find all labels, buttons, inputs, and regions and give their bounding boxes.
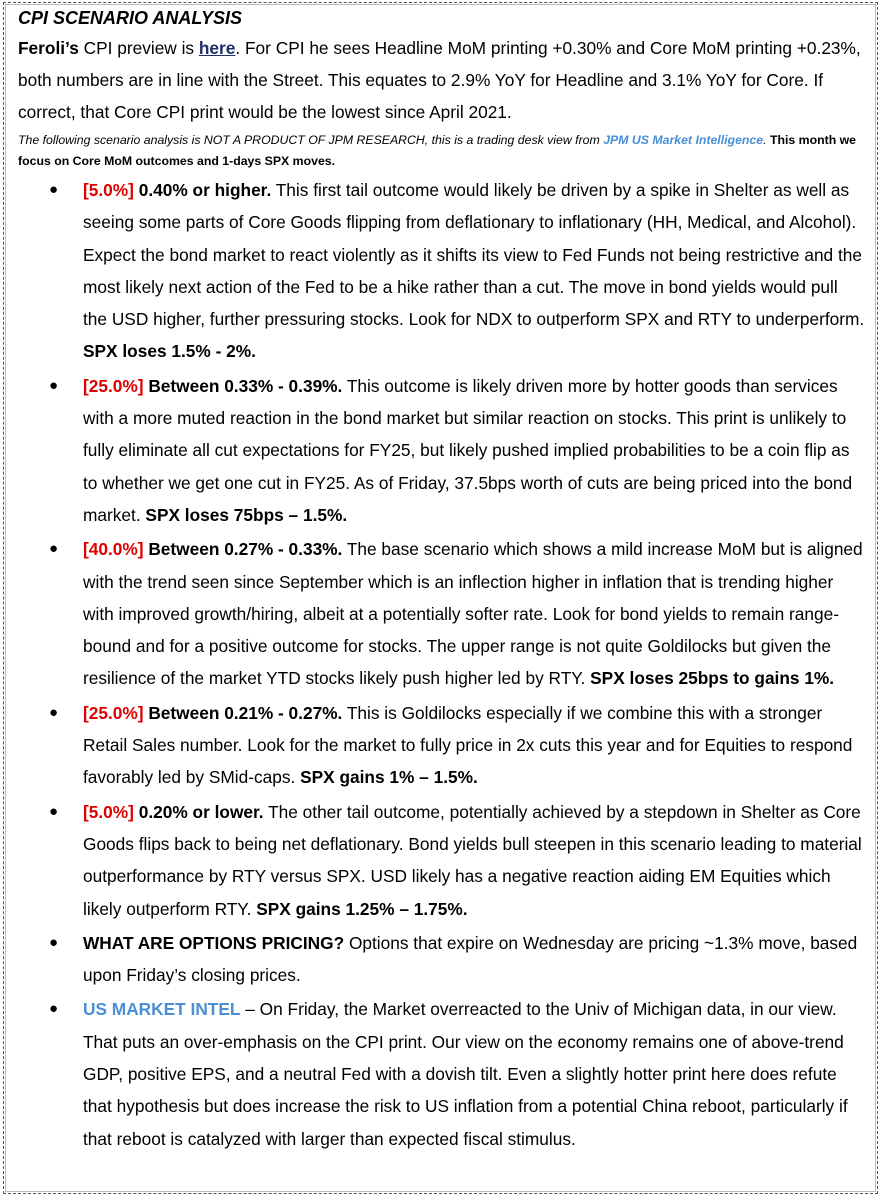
document-body bbox=[18, 6, 866, 1157]
bullet-icon: ● bbox=[49, 802, 59, 820]
cpi-preview-link[interactable]: here bbox=[198, 38, 236, 58]
scenario-range: Between 0.33% - 0.39%. bbox=[148, 375, 343, 396]
scenario-text: The base scenario which shows a mild increase MoM but is aligned with the trend seen since September which is an inflection higher in inflation that is trending higher with improved growth/hiring, albeit at a potentially softer rate. Look for bond yields to remain range-bound and for a positive outcome for stocks. The upper range is not quite Goldilocks but given the resilience of the market YTD stocks likely push higher led by RTY. bbox=[83, 539, 863, 689]
scenario-probability: [25.0%] bbox=[83, 375, 144, 396]
scenario-range: Between 0.27% - 0.33%. bbox=[148, 539, 343, 560]
bullet-icon: ● bbox=[49, 933, 59, 951]
scenario-range: 0.40% or higher. bbox=[138, 180, 272, 200]
bullet-icon: ● bbox=[49, 1000, 59, 1018]
market-intel-item bbox=[18, 993, 866, 1154]
disclaimer-text: The following scenario analysis is NOT A PRODUCT OF JPM RESEARCH, this is a trading desk view from bbox=[18, 133, 604, 147]
scenario-text: This outcome is likely driven more by hotter goods than services with a more muted reaction in the bond market but similar reaction on stocks. This print is unlikely to fully eliminate all cut expectations for FY25, but likely pushed implied probabilities to be a coin flip as to whether we get one cut in FY25. As of Friday, 37.5bps worth of cuts are being priced into the bond market. bbox=[83, 375, 853, 525]
scenario-item-1 bbox=[18, 174, 866, 368]
intro-text-1: CPI preview is bbox=[78, 38, 199, 58]
scenario-probability: [5.0%] bbox=[83, 801, 134, 822]
disclaimer bbox=[18, 130, 866, 172]
market-intel-link[interactable]: US MARKET INTEL bbox=[83, 999, 241, 1020]
scenario-item-2 bbox=[18, 370, 866, 531]
disclaimer-dot: . bbox=[763, 133, 767, 147]
bullet-icon: ● bbox=[49, 540, 59, 558]
scenario-item-3 bbox=[18, 533, 866, 694]
options-question: WHAT ARE OPTIONS PRICING? bbox=[83, 932, 345, 953]
bullet-icon: ● bbox=[49, 376, 59, 394]
scenario-list bbox=[18, 174, 866, 1155]
scenario-item-4 bbox=[18, 697, 866, 794]
scenario-outcome: SPX gains 1% – 1.5%. bbox=[300, 767, 478, 788]
scenario-range: Between 0.21% - 0.27%. bbox=[148, 702, 343, 723]
scenario-probability: [25.0%] bbox=[83, 702, 144, 723]
bullet-icon: ● bbox=[49, 181, 59, 198]
options-text: Options that expire on Wednesday are pricing ~1.3% move, based upon Friday’s closing prices. bbox=[83, 932, 858, 986]
author-name: Feroli’s bbox=[18, 38, 79, 58]
intro-text-2: . For CPI he sees Headline MoM printing +0.30% and Core MoM printing +0.23%, both numbers are in line with the Street. This equates to 2.9% YoY for Headline and 3.1% YoY for Core. If correct, that Core CPI print would be the lowest since April 2021. bbox=[18, 38, 861, 122]
page-title: CPI SCENARIO ANALYSIS bbox=[18, 8, 243, 28]
scenario-probability: [40.0%] bbox=[83, 539, 144, 560]
scenario-text: This first tail outcome would likely be driven by a spike in Shelter as well as seeing some parts of Core Goods flipping from deflationary to inflationary (HH, Medical, and Alcohol). Expect the bond market to react violently as it shifts its view to Fed Funds not being restrictive and the most likely next action of the Fed to be a hike rather than a cut. The move in bond yields would pull the USD higher, further pressuring stocks. Look for NDX to outperform SPX and RTY to underperform. bbox=[83, 180, 865, 330]
scenario-range: 0.20% or lower. bbox=[138, 801, 264, 822]
scenario-item-5 bbox=[18, 796, 866, 925]
scenario-outcome: SPX loses 1.5% - 2%. bbox=[83, 341, 256, 362]
market-intel-text: – On Friday, the Market overreacted to the Univ of Michigan data, in our view. That puts an over-emphasis on the CPI print. Our view on the economy remains one of above-trend GDP, positive EPS, and a neutral Fed with a dovish tilt. Even a slightly hotter print here does refute that hypothesis but does increase the risk to US inflation from a potential China reboot, particularly if that reboot is catalyzed with larger than expected fiscal stimulus. bbox=[83, 999, 848, 1149]
disclaimer-focus: This month we focus on Core MoM outcomes and 1-days SPX moves. bbox=[18, 133, 857, 168]
options-pricing-item bbox=[18, 927, 866, 992]
market-intelligence-link[interactable]: JPM US Market Intelligence bbox=[603, 133, 764, 147]
scenario-outcome: SPX loses 25bps to gains 1%. bbox=[590, 668, 835, 689]
scenario-text: This is Goldilocks especially if we combine this with a stronger Retail Sales number. Look for the market to fully price in 2x cuts this year and for Equities to respond favorably led by SMid-caps. bbox=[83, 702, 853, 788]
scenario-text: The other tail outcome, potentially achieved by a stepdown in Shelter as Core Goods flips back to being net deflationary. Bond yields bull steepen in this scenario leading to material outperformance by RTY versus SPX. USD likely has a negative reaction aiding EM Equities which likely outperform RTY. bbox=[83, 801, 862, 919]
bullet-icon: ● bbox=[49, 703, 59, 721]
scenario-outcome: SPX gains 1.25% – 1.75%. bbox=[256, 898, 468, 919]
scenario-probability: [5.0%] bbox=[83, 180, 134, 200]
scenario-outcome: SPX loses 75bps – 1.5%. bbox=[145, 504, 348, 525]
intro-paragraph bbox=[18, 32, 866, 128]
